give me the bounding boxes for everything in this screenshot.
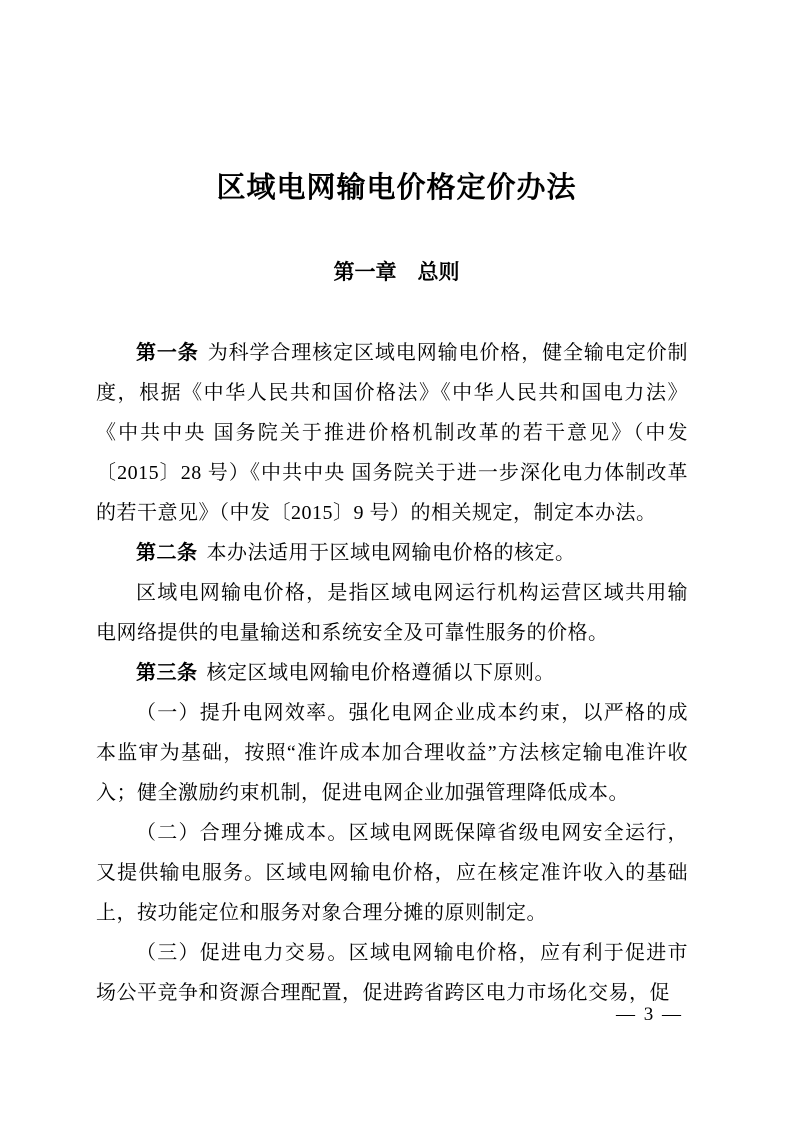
article-number: 第三条	[136, 662, 198, 684]
paragraph-text: （二）合理分摊成本。区域电网既保障省级电网安全运行，又提供输电服务。区域电网输电价格，应在核定准许收入的基础上，按功能定位和服务对象合理分摊的原则制定。	[96, 822, 688, 924]
chapter-heading: 第一章 总则	[333, 261, 460, 284]
paragraph	[96, 813, 688, 933]
paragraph	[96, 653, 688, 693]
article-number: 第二条	[136, 542, 198, 564]
paragraph-text: （一）提升电网效率。强化电网企业成本约束，以严格的成本监审为基础，按照“准许成本加合理收益”方法核定输电准许收入；健全激励约束机制，促进电网企业加强管理降低成本。	[96, 702, 688, 804]
paragraph-text: 核定区域电网输电价格遵循以下原则。	[206, 662, 555, 684]
paragraph	[96, 333, 688, 533]
paragraph-text: 本办法适用于区域电网输电价格的核定。	[206, 542, 576, 564]
paragraph	[96, 693, 688, 813]
paragraph	[96, 573, 688, 653]
page-number: — 3 —	[616, 1004, 683, 1025]
paragraph-text: 区域电网输电价格，是指区域电网运行机构运营区域共用输电网络提供的电量输送和系统安全及可靠性服务的价格。	[96, 582, 688, 644]
paragraph	[96, 533, 688, 573]
document-title: 区域电网输电价格定价办法	[216, 172, 577, 204]
paragraph	[96, 933, 688, 1013]
article-number: 第一条	[136, 342, 199, 364]
document-body	[96, 333, 688, 1013]
paragraph-text: （三）促进电力交易。区域电网输电价格，应有利于促进市场公平竞争和资源合理配置，促进跨省跨区电力市场化交易，促	[96, 942, 688, 1004]
paragraph-text: 为科学合理核定区域电网输电价格，健全输电定价制度，根据《中华人民共和国价格法》《中华人民共和国电力法》《中共中央 国务院关于推进价格机制改革的若干意见》（中发〔2015〕28 号）《中共中央 国务院关于进一步深化电力体制改革的若干意见》（中发〔2015〕9 号）的相关规定，制定本办法。	[96, 342, 689, 524]
